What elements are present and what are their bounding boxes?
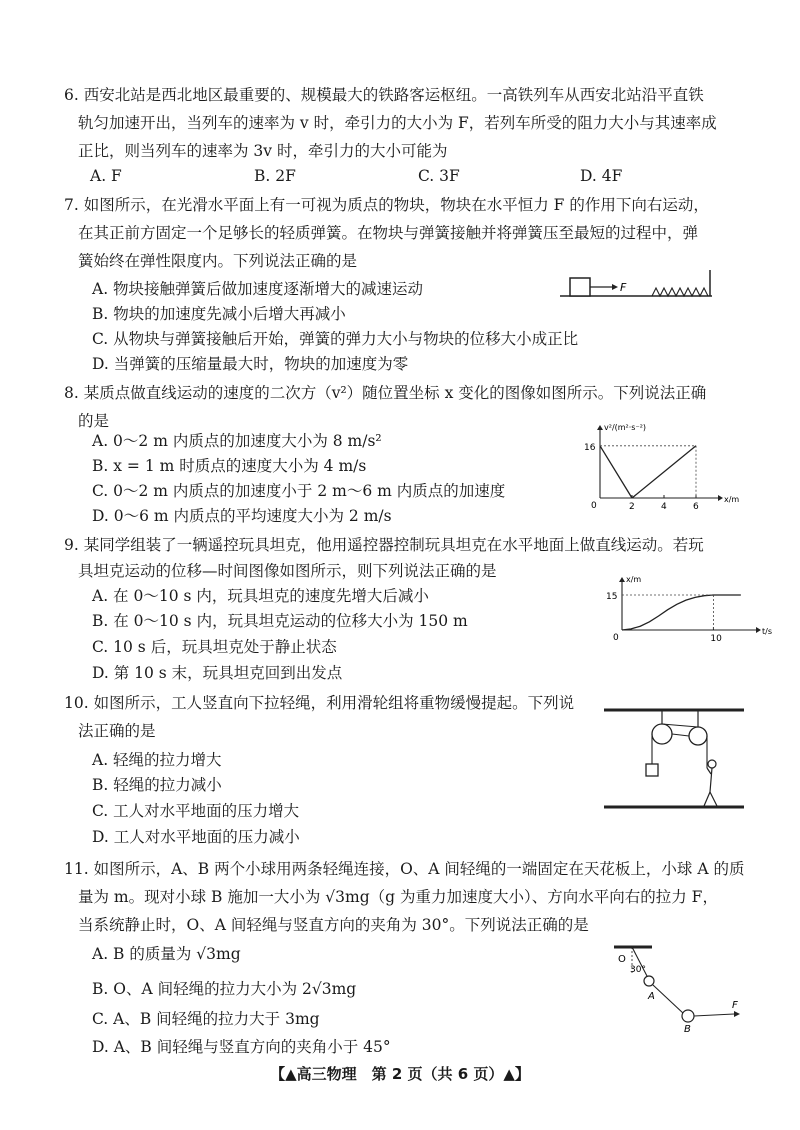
q7-line-2: 在其正前方固定一个足够长的轻质弹簧。在物块与弹簧接触并将弹簧压至最短的过程中，弹 — [78, 224, 699, 242]
x-axis-arrow — [756, 627, 761, 633]
q10-line-2: 法正确的是 — [78, 722, 156, 740]
y-axis-label: v²/(m²·s⁻²) — [604, 423, 647, 432]
q7-option-b: B. 物块的加速度先减小后增大再减小 — [92, 305, 346, 323]
y-tick-label: 16 — [584, 442, 596, 453]
q7-option-a: A. 物块接触弹簧后做加速度逐渐增大的减速运动 — [92, 280, 424, 298]
q8-line-1: 8. 某质点做直线运动的速度的二次方（v²）随位置坐标 x 变化的图像如图所示。下列说法正确 — [64, 384, 707, 402]
q6-option-a: A. F — [90, 167, 122, 185]
fixed-pulley-shape — [652, 724, 672, 744]
q6-line-3: 正比，则当列车的速率为 3v 时，牵引力的大小可能为 — [78, 142, 448, 160]
q9-line-2: 具坦克运动的位移—时间图像如图所示，则下列说法正确的是 — [78, 562, 497, 580]
q10-option-c: C. 工人对水平地面的压力增大 — [92, 802, 300, 820]
q9-option-c: C. 10 s 后，玩具坦克处于静止状态 — [92, 638, 337, 656]
q8-option-c: C. 0～2 m 内质点的加速度小于 2 m～6 m 内质点的加速度 — [92, 482, 506, 500]
x-tick-label: 10 — [710, 634, 722, 644]
q7-line-3: 簧始终在弹性限度内。下列说法正确的是 — [78, 252, 358, 270]
q11-balls-figure — [604, 944, 754, 1034]
q10-option-d: D. 工人对水平地面的压力减小 — [92, 828, 300, 846]
y-axis-arrow — [597, 425, 603, 430]
q6-line-2: 轨匀加速开出，当列车的速率为 v 时，牵引力的大小为 F，若列车所受的阻力大小与其速率成 — [78, 114, 717, 132]
q10-option-a: A. 轻绳的拉力增大 — [92, 751, 222, 769]
q10-pulley-figure — [604, 706, 744, 816]
q6-option-d: D. 4F — [580, 167, 623, 185]
origin-label: 0 — [613, 633, 619, 643]
q11-line-2: 量为 m。现对小球 B 施加一大小为 √3mg（g 为重力加速度大小）、方向水平向右的拉力 F， — [78, 888, 718, 906]
q6-option-b: B. 2F — [254, 167, 296, 185]
q6-line-1: 6. 西安北站是西北地区最重要的、规模最大的铁路客运枢纽。一高铁列车从西安北站沿平直铁 — [64, 86, 704, 104]
q11-option-c: C. A、B 间轻绳的拉力大于 3mg — [92, 1010, 320, 1028]
page-footer: 【▲高三物理 第 2 页（共 6 页）▲】 — [270, 1065, 530, 1083]
y-tick-label: 15 — [606, 592, 618, 602]
q11-angle-label: 30° — [630, 965, 646, 975]
x-axis-label: x/m — [724, 495, 740, 504]
q8-option-a: A. 0～2 m 内质点的加速度大小为 8 m/s² — [92, 432, 382, 450]
q11-line-1: 11. 如图所示，A、B 两个小球用两条轻绳连接，O、A 间轻绳的一端固定在天花板上，小球 A 的质 — [64, 860, 745, 878]
ball-a-shape — [644, 976, 654, 986]
x-axis-label: t/s — [762, 627, 772, 636]
x-tick-label: 4 — [661, 502, 667, 512]
x-axis-arrow — [718, 495, 723, 501]
q7-force-label: F — [620, 281, 627, 294]
q11-a-label: A — [648, 991, 655, 1002]
q8-line-2: 的是 — [78, 412, 110, 430]
q9-line-1: 9. 某同学组装了一辆遥控玩具坦克，他用遥控器控制玩具坦克在水平地面上做直线运动。若玩 — [64, 536, 704, 554]
q9-xt-chart — [600, 575, 772, 650]
q9-option-a: A. 在 0～10 s 内，玩具坦克的速度先增大后减小 — [92, 587, 429, 605]
q11-b-label: B — [684, 1024, 691, 1035]
q11-option-d: D. A、B 间轻绳与竖直方向的夹角小于 45° — [92, 1038, 391, 1056]
series-line-x-t — [622, 595, 741, 630]
block-shape — [570, 278, 590, 296]
q9-option-d: D. 第 10 s 末，玩具坦克回到出发点 — [92, 664, 343, 682]
q10-line-1: 10. 如图所示，工人竖直向下拉轻绳，利用滑轮组将重物缓慢提起。下列说 — [64, 694, 575, 712]
weight-shape — [646, 764, 658, 776]
q9-option-b: B. 在 0～10 s 内，玩具坦克运动的位移大小为 150 m — [92, 612, 468, 630]
q7-line-1: 7. 如图所示，在光滑水平面上有一可视为质点的物块，物块在水平恒力 F 的作用下向右运动， — [64, 196, 709, 214]
q11-line-3: 当系统静止时，O、A 间轻绳与竖直方向的夹角为 30°。下列说法正确的是 — [78, 916, 589, 934]
q7-option-c: C. 从物块与弹簧接触后开始，弹簧的弹力大小与物块的位移大小成正比 — [92, 330, 579, 348]
q11-option-a: A. B 的质量为 √3mg — [92, 945, 241, 963]
q11-force-label: F — [732, 1000, 738, 1011]
q6-option-c: C. 3F — [418, 167, 460, 185]
q8-v2x-chart — [580, 420, 740, 520]
q8-option-b: B. x = 1 m 时质点的速度大小为 4 m/s — [92, 457, 367, 475]
series-line-0-2m — [600, 446, 632, 498]
x-tick-label: 6 — [693, 502, 699, 512]
q7-spring-figure — [560, 262, 720, 302]
worker-head-shape — [708, 760, 716, 768]
second-pulley-shape — [689, 727, 707, 745]
x-tick-label: 2 — [629, 502, 635, 512]
q11-option-b: B. O、A 间轻绳的拉力大小为 2√3mg — [92, 980, 357, 998]
series-line-2-6m — [632, 446, 696, 498]
rope-ab-shape — [653, 985, 684, 1014]
q11-o-label: O — [618, 954, 626, 965]
origin-label: 0 — [591, 501, 597, 511]
y-axis-arrow — [619, 577, 625, 582]
y-axis-label: x/m — [626, 575, 642, 584]
q10-option-b: B. 轻绳的拉力减小 — [92, 776, 222, 794]
q8-option-d: D. 0～6 m 内质点的平均速度大小为 2 m/s — [92, 507, 392, 525]
spring-shape — [652, 288, 708, 296]
q7-option-d: D. 当弹簧的压缩量最大时，物块的加速度为零 — [92, 355, 409, 373]
ball-b-shape — [682, 1010, 694, 1022]
